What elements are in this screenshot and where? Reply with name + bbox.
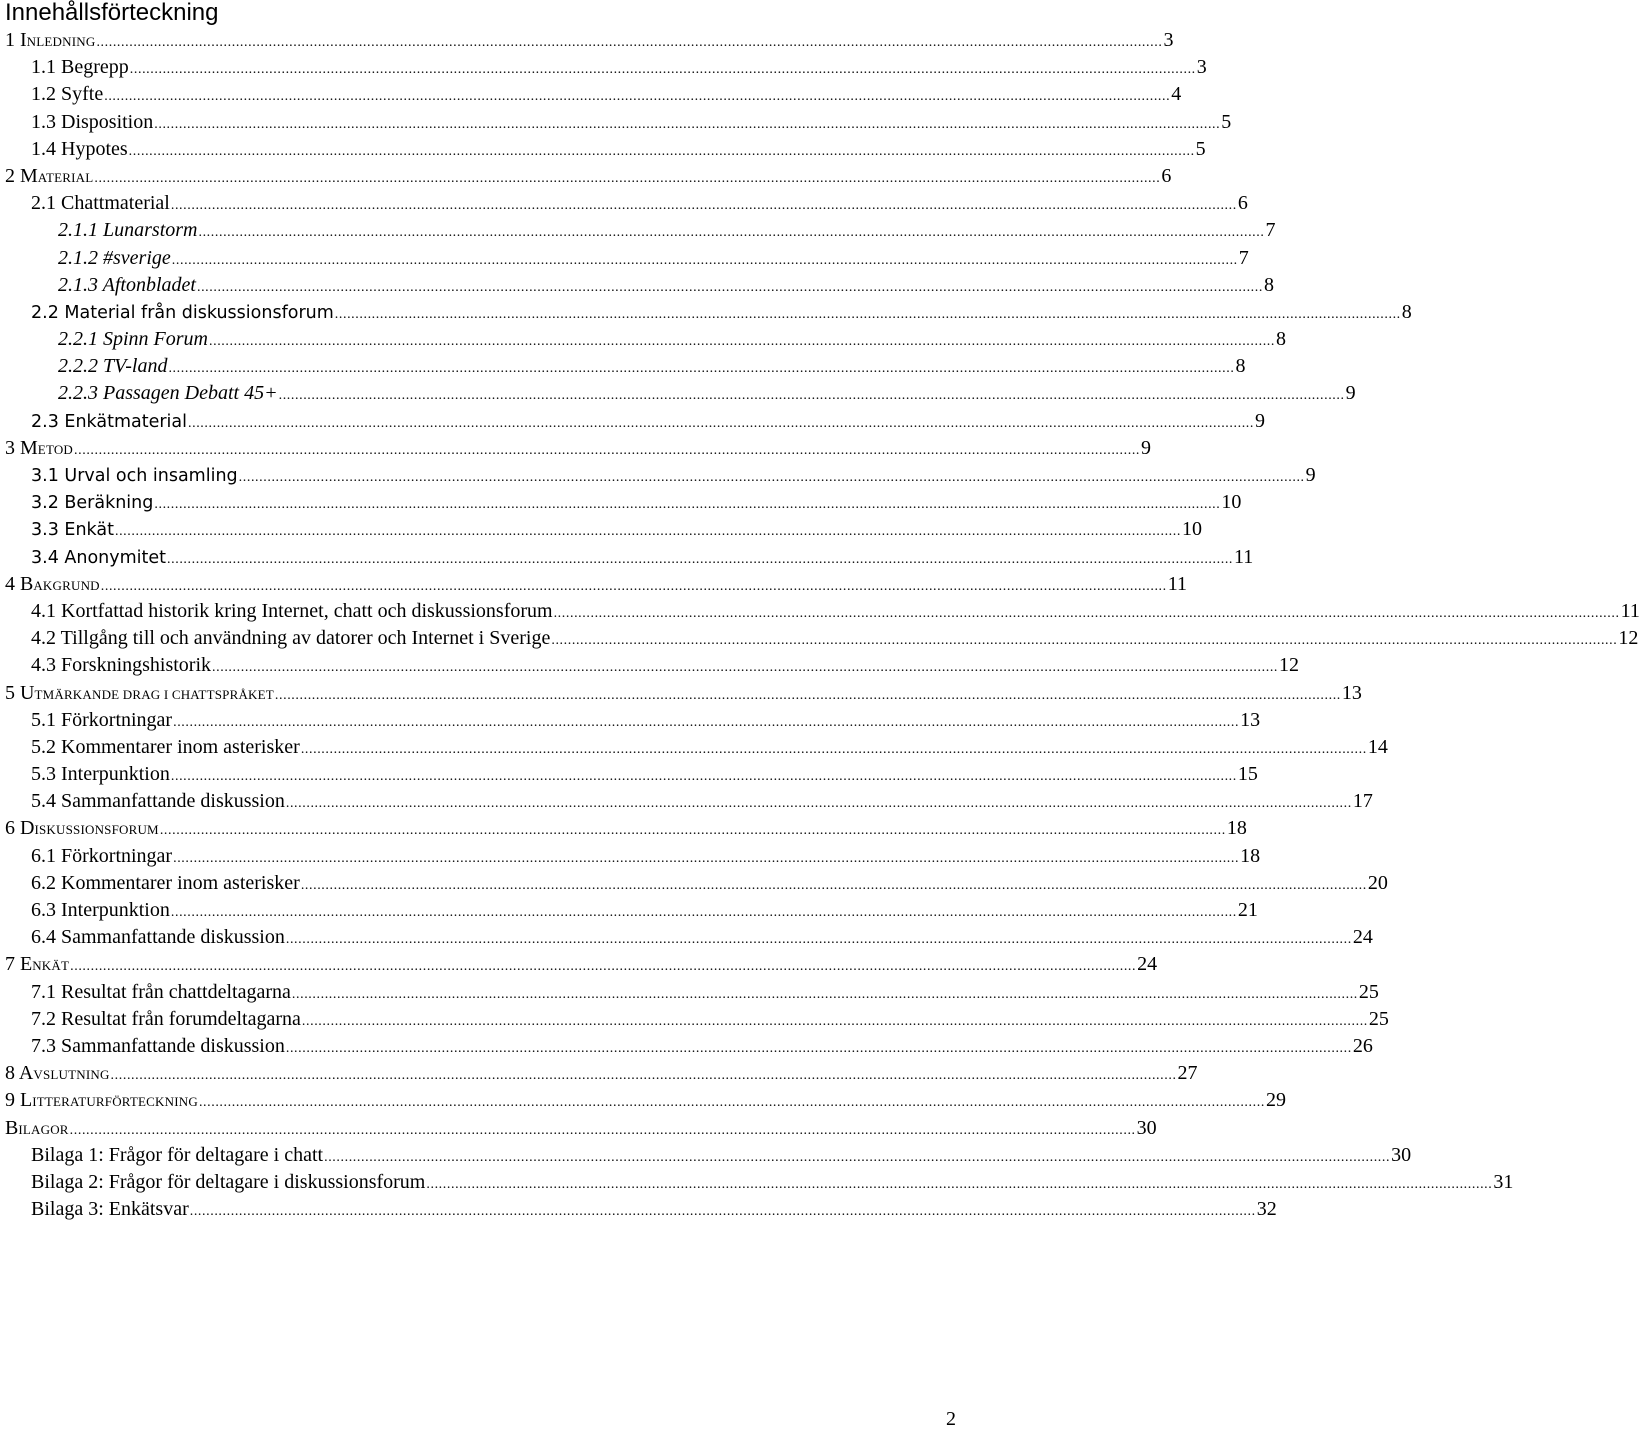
toc-leader-dots: ....................................................................................................................................................................................................................................................................	[154, 497, 1221, 513]
toc-page-number: 10	[1181, 518, 1202, 541]
toc-entry-label: 3.2 Beräkning	[31, 493, 154, 514]
toc-section-entry[interactable]	[0, 924, 1373, 951]
toc-leader-dots: ....................................................................................................................................................................................................................................................................	[170, 905, 1237, 920]
toc-leader-dots: ....................................................................................................................................................................................................................................................................	[170, 198, 1237, 214]
toc-page-number: 30	[1391, 1143, 1412, 1166]
toc-page-number: 13	[1240, 708, 1261, 731]
toc-chapter-initial: I	[20, 29, 27, 51]
toc-entry-label: 3.1 Urval och insamling	[31, 466, 238, 486]
toc-section-entry[interactable]	[0, 272, 1274, 299]
toc-chapter-entry[interactable]	[0, 1115, 1157, 1142]
toc-chapter-number: 5	[5, 681, 15, 704]
toc-leader-dots: ....................................................................................................................................................................................................................................................................	[171, 252, 1238, 268]
toc-chapter-number: 6	[5, 817, 15, 840]
toc-section-entry[interactable]	[0, 136, 1206, 163]
toc-entry-label: 2.1.1 Lunarstorm	[58, 219, 198, 242]
toc-leader-dots: ....................................................................................................................................................................................................................................................................	[167, 551, 1234, 567]
toc-entry-label: 7.1 Resultat från chattdeltagarna	[31, 980, 291, 1003]
toc-page-number: 9	[1141, 436, 1152, 459]
toc-leader-dots: ....................................................................................................................................................................................................................................................................	[173, 714, 1240, 730]
toc-leader-dots: ....................................................................................................................................................................................................................................................................	[168, 361, 1235, 377]
toc-page-number: 11	[1167, 572, 1188, 595]
toc-leader-dots: ....................................................................................................................................................................................................................................................................	[173, 850, 1240, 866]
toc-chapter-initial: U	[20, 681, 35, 704]
toc-chapter-entry[interactable]	[0, 1060, 1198, 1087]
toc-leader-dots: ....................................................................................................................................................................................................................................................................	[334, 306, 1401, 322]
toc-chapter-smallcaps: NLEDNING	[26, 34, 96, 49]
toc-chapter-entry[interactable]	[0, 435, 1152, 462]
toc-entry-label: 4.1 Kortfattad historik kring Internet, chatt och diskussionsforum	[31, 599, 553, 622]
toc-page-number: 25	[1368, 1007, 1389, 1030]
toc-leader-dots: ....................................................................................................................................................................................................................................................................	[278, 388, 1345, 404]
toc-page-number: 11	[1234, 545, 1254, 568]
toc-section-entry[interactable]	[0, 707, 1261, 734]
toc-leader-dots: ....................................................................................................................................................................................................................................................................	[189, 1204, 1256, 1220]
toc-section-entry[interactable]	[0, 1142, 1412, 1169]
toc-page-number: 18	[1226, 817, 1247, 840]
toc-page-number: 8	[1276, 328, 1286, 351]
toc-chapter-smallcaps: ILAGOR	[18, 1121, 69, 1137]
toc-page-number: 7	[1238, 246, 1249, 269]
toc-chapter-number: 3	[5, 436, 15, 459]
toc-section-entry[interactable]	[0, 843, 1261, 870]
toc-section-entry[interactable]	[0, 81, 1182, 108]
toc-section-entry[interactable]	[0, 870, 1388, 897]
toc-entry-label: 2.3 Enkätmaterial	[31, 411, 187, 432]
toc-page-number: 17	[1352, 790, 1373, 813]
toc-page-number: 10	[1221, 491, 1242, 514]
toc-leader-dots: ....................................................................................................................................................................................................................................................................	[324, 1149, 1391, 1165]
toc-section-entry[interactable]	[0, 598, 1640, 625]
toc-chapter-number: 4	[5, 572, 15, 595]
toc-entry-label: 6.1 Förkortningar	[31, 844, 173, 867]
toc-page-number: 27	[1177, 1062, 1198, 1085]
toc-section-entry[interactable]	[0, 109, 1232, 136]
toc-leader-dots: ....................................................................................................................................................................................................................................................................	[198, 225, 1265, 241]
toc-section-entry[interactable]	[0, 897, 1258, 924]
toc-section-entry[interactable]	[0, 54, 1207, 81]
toc-page-number: 30	[1136, 1116, 1157, 1139]
toc-leader-dots: ....................................................................................................................................................................................................................................................................	[74, 442, 1141, 458]
toc-page-number: 5	[1221, 110, 1232, 133]
toc-entry-label: 2.1.3 Aftonbladet	[58, 273, 196, 296]
toc-section-entry[interactable]	[0, 761, 1258, 788]
toc-chapter-smallcaps: AKGRUND	[33, 577, 100, 593]
toc-entry-label: Bilaga 2: Frågor för deltagare i diskussionsforum	[31, 1170, 426, 1193]
toc-leader-dots: ....................................................................................................................................................................................................................................................................	[212, 660, 1279, 676]
toc-entry-label: 3.4 Anonymitet	[31, 547, 167, 568]
toc-leader-dots: ....................................................................................................................................................................................................................................................................	[291, 986, 1358, 1002]
toc-section-entry[interactable]	[0, 408, 1265, 435]
toc-leader-dots: ....................................................................................................................................................................................................................................................................	[301, 1013, 1368, 1029]
toc-chapter-smallcaps: ITTERATURFÖRTECKNING	[32, 1094, 198, 1110]
toc-section-entry[interactable]	[0, 217, 1276, 244]
toc-leader-dots: ....................................................................................................................................................................................................................................................................	[114, 524, 1181, 540]
toc-entry-label: 7.3 Sammanfattande diskussion	[31, 1034, 285, 1057]
toc-entry-label: 5.3 Interpunktion	[31, 763, 170, 786]
toc-leader-dots: ....................................................................................................................................................................................................................................................................	[129, 62, 1196, 78]
toc-page-number: 5	[1195, 137, 1206, 160]
toc-section-entry[interactable]	[0, 625, 1639, 652]
toc-page-number: 13	[1341, 681, 1362, 704]
page-title: Innehållsförteckning	[5, 0, 219, 26]
toc-leader-dots: ....................................................................................................................................................................................................................................................................	[70, 959, 1137, 975]
toc-chapter-initial: M	[20, 164, 38, 187]
toc-chapter-entry[interactable]	[0, 680, 1362, 707]
toc-chapter-smallcaps: NKÄT	[32, 958, 70, 974]
toc-section-entry[interactable]	[0, 652, 1300, 679]
toc-page-number: 6	[1237, 192, 1248, 215]
toc-page-number: 12	[1279, 654, 1300, 677]
toc-chapter-initial: D	[20, 817, 35, 840]
toc-page-number: 4	[1171, 83, 1182, 106]
toc-page-number: 8	[1401, 300, 1412, 323]
toc-entry-label: 7.2 Resultat från forumdeltagarna	[31, 1007, 301, 1030]
toc-page-number: 9	[1345, 382, 1356, 405]
toc-entry-label: 2.2.3 Passagen Debatt 45+	[58, 382, 278, 405]
toc-page-number: 3	[1196, 56, 1207, 79]
toc-leader-dots: ....................................................................................................................................................................................................................................................................	[426, 1176, 1493, 1192]
toc-chapter-initial: M	[20, 436, 38, 459]
toc-leader-dots: ....................................................................................................................................................................................................................................................................	[300, 741, 1367, 757]
toc-chapter-smallcaps: TMÄRKANDE DRAG I CHATTSPRÅKET	[34, 686, 274, 702]
toc-page-number: 21	[1237, 899, 1258, 921]
toc-section-entry[interactable]	[0, 462, 1316, 489]
toc-entry-label	[5, 951, 69, 979]
toc-section-entry[interactable]	[0, 979, 1379, 1006]
toc-chapter-entry[interactable]	[0, 571, 1188, 598]
toc-page-number: 25	[1358, 980, 1379, 1003]
toc-leader-dots: ....................................................................................................................................................................................................................................................................	[96, 35, 1163, 50]
toc-section-entry[interactable]	[0, 1196, 1277, 1223]
toc-entry-label	[5, 815, 159, 843]
toc-page-number: 18	[1240, 844, 1261, 867]
toc-entry-label	[5, 680, 274, 708]
toc-chapter-entry[interactable]	[0, 815, 1247, 842]
toc-chapter-number: 8	[5, 1062, 15, 1085]
toc-entry-label: 6.2 Kommentarer inom asterisker	[31, 871, 300, 894]
toc-entry-label: 1.3 Disposition	[31, 110, 154, 133]
toc-chapter-number: 9	[5, 1089, 15, 1112]
toc-page-number: 11	[1620, 599, 1640, 622]
toc-entry-label	[5, 571, 100, 599]
toc-leader-dots: ....................................................................................................................................................................................................................................................................	[198, 1095, 1265, 1111]
toc-entry-label: 5.2 Kommentarer inom asterisker	[31, 735, 300, 758]
toc-page-number: 3	[1163, 29, 1174, 51]
toc-page-number: 24	[1352, 926, 1373, 949]
toc-leader-dots: ....................................................................................................................................................................................................................................................................	[69, 1122, 1136, 1138]
toc-section-entry[interactable]	[0, 245, 1249, 272]
toc-entry-label: 2.2 Material från diskussionsforum	[31, 302, 334, 323]
toc-entry-label: 1.4 Hypotes	[31, 137, 128, 160]
toc-page-number: 24	[1137, 953, 1158, 976]
toc-entry-label: Bilaga 1: Frågor för deltagare i chatt	[31, 1143, 324, 1166]
toc-chapter-initial: A	[18, 1062, 34, 1085]
toc-section-entry[interactable]	[0, 734, 1388, 761]
toc-section-entry[interactable]	[0, 489, 1242, 516]
table-of-contents	[0, 27, 1640, 1223]
toc-leader-dots: ....................................................................................................................................................................................................................................................................	[188, 415, 1254, 431]
toc-chapter-smallcaps: ISKUSSIONSFORUM	[34, 822, 159, 838]
toc-entry-label: 1.2 Syfte	[31, 83, 104, 106]
toc-chapter-initial: B	[5, 1116, 19, 1139]
toc-entry-label	[5, 1060, 110, 1088]
toc-leader-dots: ....................................................................................................................................................................................................................................................................	[170, 769, 1237, 785]
toc-leader-dots: ....................................................................................................................................................................................................................................................................	[154, 116, 1221, 132]
toc-chapter-smallcaps: ETOD	[37, 441, 74, 457]
toc-page-number: 7	[1265, 219, 1276, 242]
toc-page-number: 31	[1493, 1170, 1514, 1193]
toc-entry-label: 4.2 Tillgång till och användning av datorer och Internet i Sverige	[31, 627, 551, 650]
toc-leader-dots: ....................................................................................................................................................................................................................................................................	[285, 932, 1352, 948]
toc-entry-label	[5, 163, 93, 191]
toc-leader-dots: ....................................................................................................................................................................................................................................................................	[94, 170, 1161, 186]
toc-leader-dots: ....................................................................................................................................................................................................................................................................	[285, 1040, 1352, 1056]
toc-entry-label: 2.2.1 Spinn Forum	[58, 328, 208, 351]
toc-page-number: 9	[1255, 409, 1265, 432]
toc-page-number: 32	[1256, 1198, 1277, 1221]
toc-page-number: 8	[1263, 273, 1274, 296]
toc-chapter-number: 1	[5, 29, 15, 51]
toc-chapter-initial: L	[20, 1089, 33, 1112]
toc-leader-dots: ....................................................................................................................................................................................................................................................................	[300, 877, 1367, 893]
toc-section-entry[interactable]	[0, 299, 1412, 326]
toc-section-entry[interactable]	[0, 1006, 1389, 1033]
toc-leader-dots: ....................................................................................................................................................................................................................................................................	[285, 796, 1352, 812]
toc-entry-label: Bilaga 3: Enkätsvar	[31, 1198, 189, 1221]
toc-chapter-entry[interactable]	[0, 163, 1172, 190]
toc-page-number: 6	[1161, 164, 1172, 187]
toc-section-entry[interactable]	[0, 1033, 1373, 1060]
toc-entry-label: 3.3 Enkät	[31, 520, 114, 541]
toc-section-entry[interactable]	[0, 516, 1202, 543]
toc-entry-label	[5, 1115, 69, 1143]
toc-entry-label	[5, 27, 95, 55]
toc-chapter-smallcaps: ATERIAL	[37, 169, 94, 185]
toc-chapter-entry[interactable]	[0, 951, 1158, 978]
toc-leader-dots: ....................................................................................................................................................................................................................................................................	[128, 143, 1195, 159]
toc-chapter-initial: E	[20, 953, 33, 976]
toc-chapter-entry[interactable]	[0, 27, 1174, 54]
toc-section-entry[interactable]	[0, 190, 1248, 217]
toc-chapter-smallcaps: VSLUTNING	[33, 1067, 110, 1083]
toc-section-entry[interactable]	[0, 353, 1246, 380]
toc-leader-dots: ....................................................................................................................................................................................................................................................................	[110, 1068, 1177, 1084]
toc-chapter-initial: B	[20, 572, 34, 595]
toc-entry-label	[5, 435, 73, 463]
toc-page-number: 9	[1305, 464, 1316, 486]
toc-chapter-number: 2	[5, 164, 15, 187]
toc-page-number: 26	[1352, 1034, 1373, 1057]
toc-entry-label: 6.4 Sammanfattande diskussion	[31, 926, 285, 949]
toc-leader-dots: ....................................................................................................................................................................................................................................................................	[274, 687, 1341, 703]
toc-section-entry[interactable]	[0, 380, 1356, 407]
toc-leader-dots: ....................................................................................................................................................................................................................................................................	[238, 470, 1305, 485]
toc-leader-dots: ....................................................................................................................................................................................................................................................................	[159, 823, 1226, 839]
toc-entry-label: 2.1 Chattmaterial	[31, 192, 170, 215]
toc-entry-label: 4.3 Forskningshistorik	[31, 654, 212, 677]
toc-page-number: 20	[1367, 871, 1388, 894]
toc-entry-label: 5.4 Sammanfattande diskussion	[31, 790, 285, 813]
toc-section-entry[interactable]	[0, 326, 1286, 353]
toc-entry-label: 5.1 Förkortningar	[31, 708, 173, 731]
toc-page-number: 12	[1618, 627, 1639, 650]
toc-page-number: 15	[1237, 763, 1258, 786]
toc-leader-dots: ....................................................................................................................................................................................................................................................................	[553, 605, 1620, 621]
toc-leader-dots: ....................................................................................................................................................................................................................................................................	[551, 633, 1618, 649]
toc-entry-label: 2.1.2 #sverige	[58, 246, 171, 269]
toc-leader-dots: ....................................................................................................................................................................................................................................................................	[209, 334, 1275, 350]
toc-entry-label: 1.1 Begrepp	[31, 56, 129, 79]
toc-page-number: 29	[1265, 1089, 1286, 1112]
toc-chapter-entry[interactable]	[0, 1087, 1286, 1114]
toc-section-entry[interactable]	[0, 1169, 1514, 1196]
toc-entry-label: 2.2.2 TV-land	[58, 355, 168, 378]
page-number: 2	[946, 1408, 956, 1430]
toc-page-number: 8	[1235, 355, 1246, 378]
toc-leader-dots: ....................................................................................................................................................................................................................................................................	[104, 89, 1171, 105]
toc-entry-label	[5, 1087, 198, 1115]
toc-page-number: 14	[1367, 735, 1388, 758]
toc-section-entry[interactable]	[0, 544, 1254, 571]
toc-leader-dots: ....................................................................................................................................................................................................................................................................	[196, 279, 1263, 295]
toc-chapter-number: 7	[5, 953, 15, 976]
toc-entry-label: 6.3 Interpunktion	[31, 899, 170, 921]
toc-section-entry[interactable]	[0, 788, 1373, 815]
toc-leader-dots: ....................................................................................................................................................................................................................................................................	[100, 578, 1167, 594]
